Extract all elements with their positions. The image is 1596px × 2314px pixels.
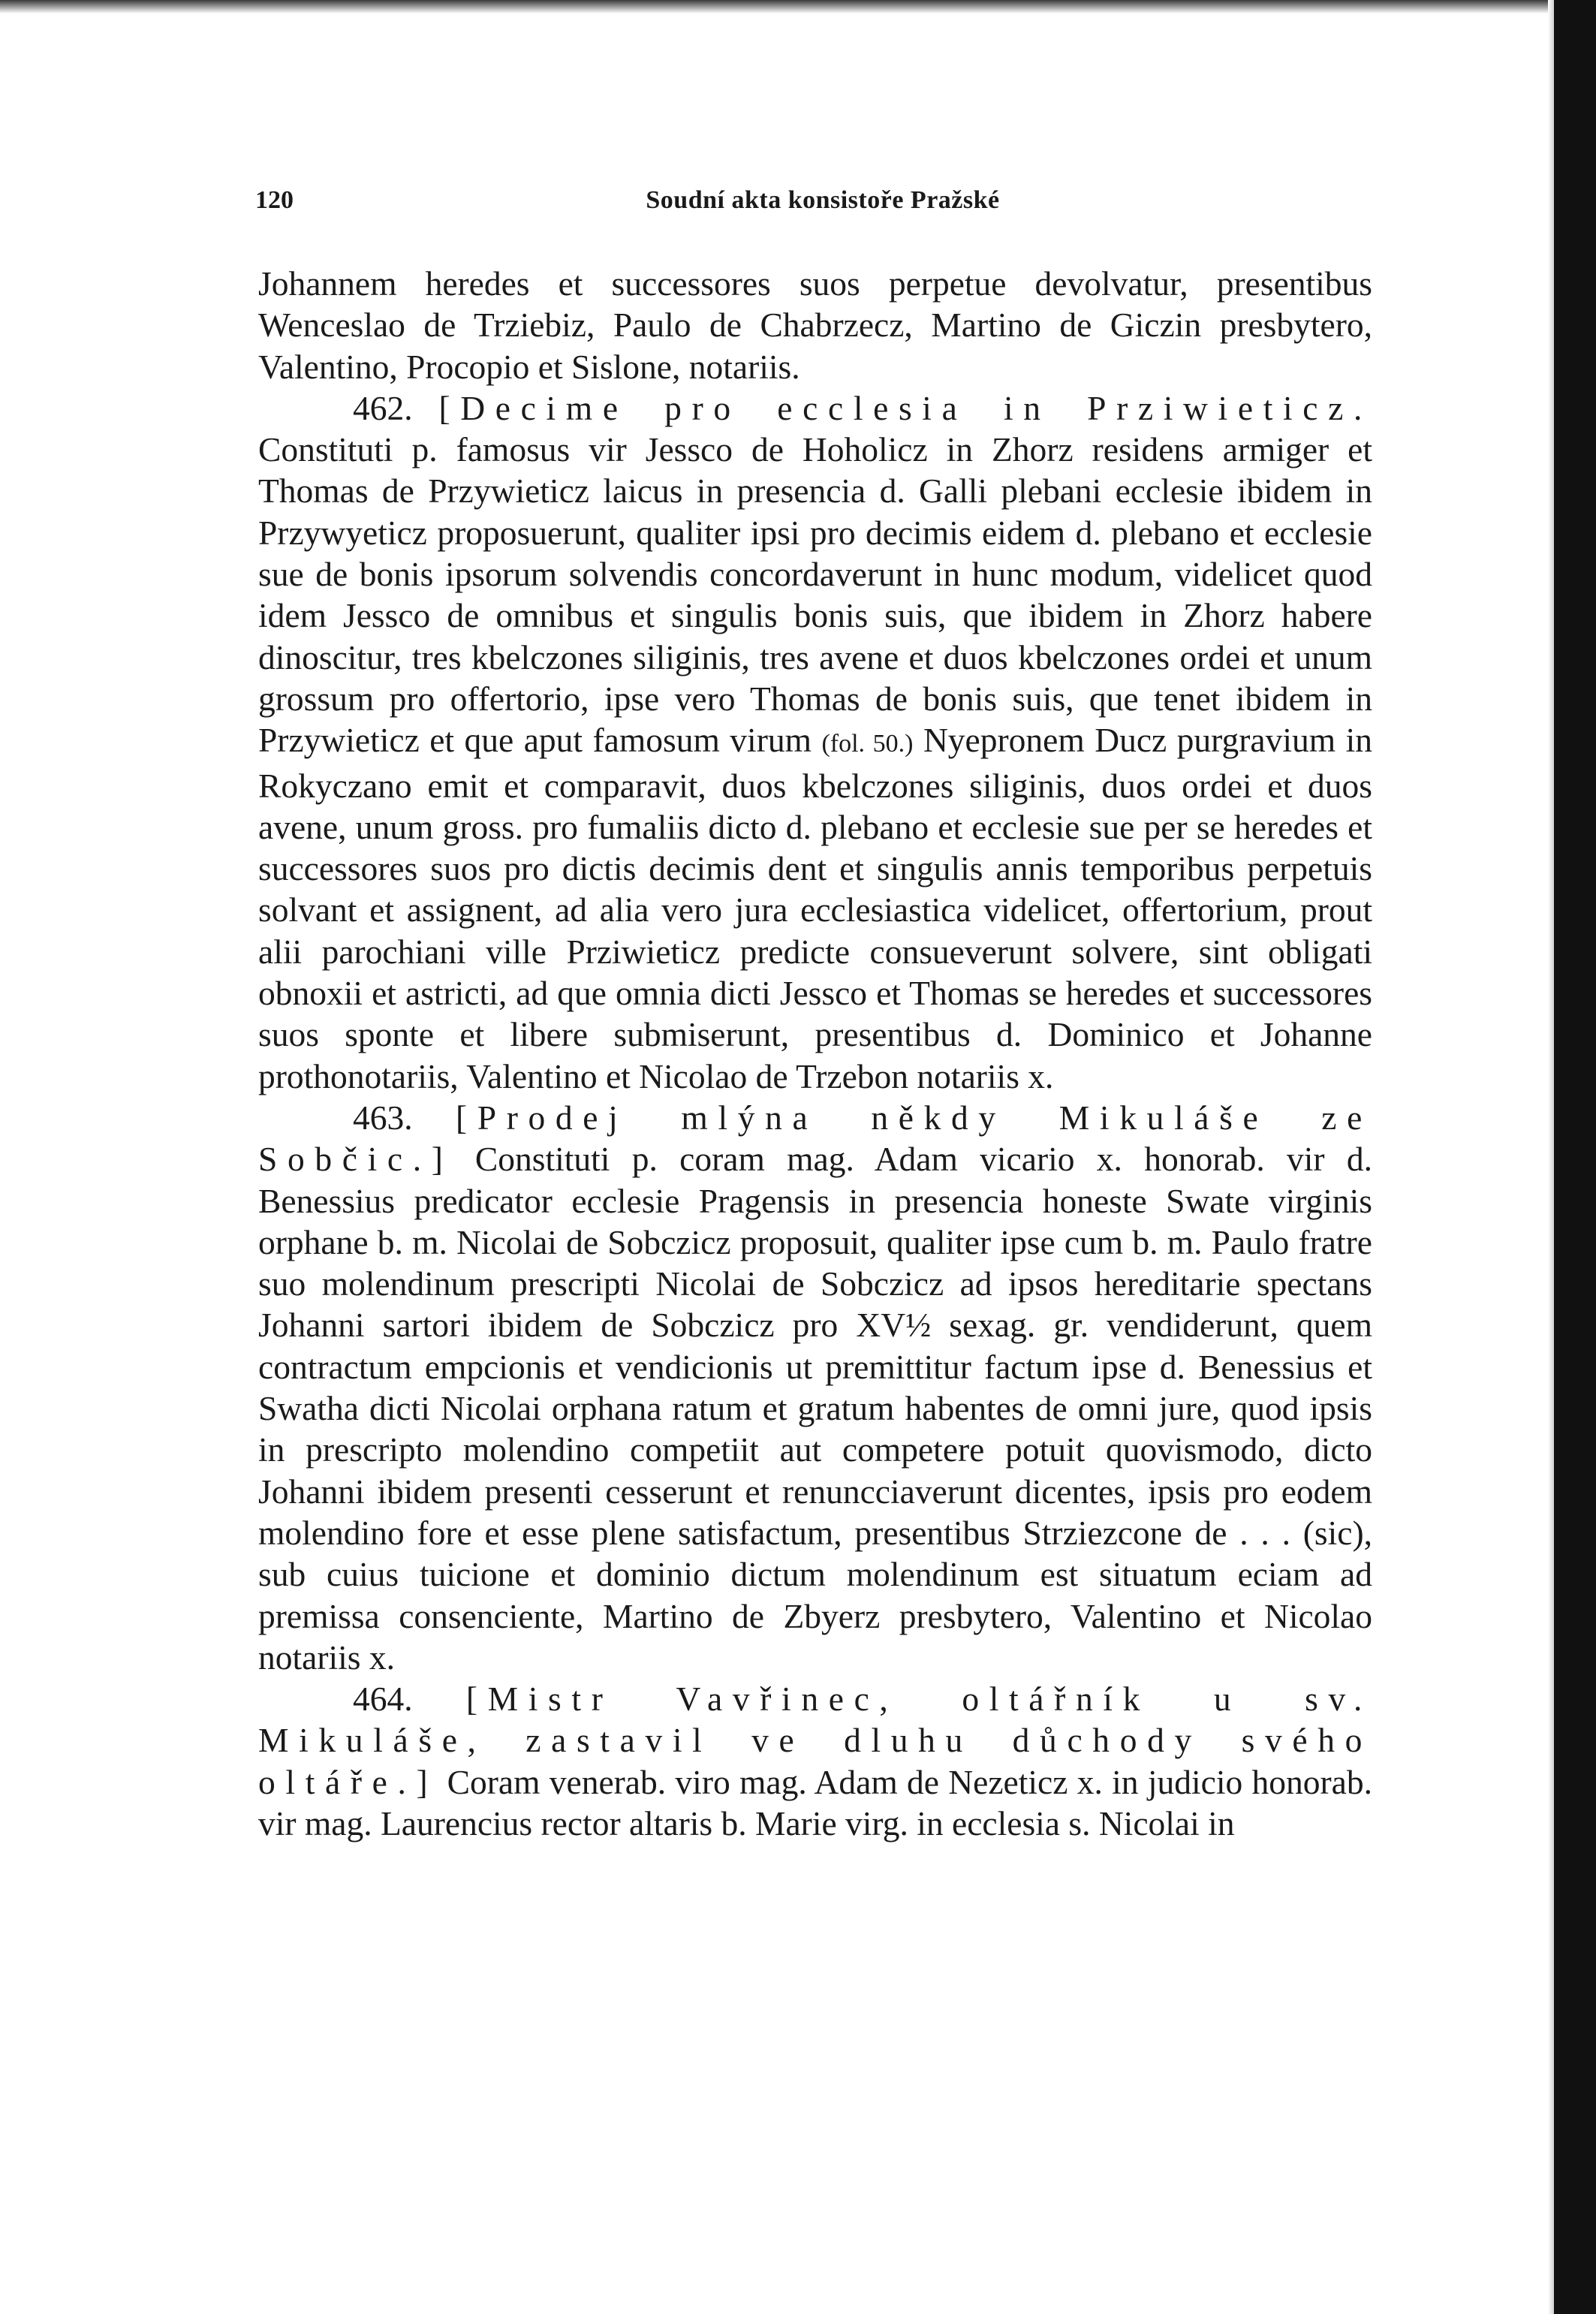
folio-reference: (fol. 50.) xyxy=(821,730,914,758)
page-number: 120 xyxy=(255,186,294,214)
running-title: Soudní akta konsistoře Pražské xyxy=(646,186,1000,214)
entry-number: 463. xyxy=(353,1098,413,1137)
entry-text: Constituti p. coram mag. Adam vicario x. honorab. vir d. Benessius predicator ecclesie Pragensis in presencia honeste Swate virginis orphane b. m. Nicolai de Sobczicz proposuit, qualiter ipse cum b. m. Paulo fratre suo molendinum prescripti Nicolai de Sobczicz ad ipsos hereditarie spectans Johanni sartori ibidem de Sobczicz pro XV½ sexag. gr. vendiderunt, quem contractum empcionis et vendicionis ut premittitur factum ipse d. Benessius et Swatha dicti Nicolai orphana ratum et gratum habentes de omni jure, quod ipsis in prescripto molendino competiit aut competere potuit quovismodo, dicto Johanni ibidem presenti cesserunt et renuncciaverunt dicentes, ipsis pro eodem molendino fore et esse plene satisfactum, presentibus Strziezcone de . . . (sic), sub cuius tuicione et dominio dictum molendinum est situatum eciam ad premissa consenciente, Martino de Zbyerz presbytero, Valentino et Nicolao notariis x. xyxy=(258,1140,1372,1677)
entry-heading: [Prodej mlýna někdy Mikuláše ze Sobčic.] xyxy=(258,1098,1372,1179)
entry-text-continued: Nyepronem Ducz purgravium in Rokyczano emit et comparavit, duos kbelczones siliginis, duos ordei et duos avene, unum gross. pro fumaliis dicto d. plebano et ecclesie sue per se heredes et successores suos pro dictis decimis dent et singulis annis temporibus perpetuis solvant et assignent, ad alia vero jura ecclesiastica videlicet, offertorium, prout alii parochiani ville Prziwieticz predicte consueverunt solvere, sint obligati obnoxii et astricti, ad que omnia dicti Jessco et Thomas se heredes et successores suos sponte et libere submiserunt, presentibus d. Dominico et Johanne prothonotariis, Valentino et Nicolao de Trzebon notariis x. xyxy=(258,721,1372,1095)
scan-right-edge xyxy=(1554,0,1596,2314)
scan-top-shadow xyxy=(0,0,1596,14)
entry-463 xyxy=(258,1097,1372,1678)
page-body xyxy=(258,263,1372,1844)
page-header xyxy=(255,179,1390,224)
entry-text: Coram venerab. viro mag. Adam de Nezeticz x. in judicio honorab. vir mag. Laurencius rector altaris b. Marie virg. in ecclesia s. Nicolai in xyxy=(258,1762,1373,1842)
entry-464 xyxy=(258,1678,1372,1844)
scan-gutter-shadow xyxy=(1548,0,1554,2314)
entry-462 xyxy=(258,387,1372,1097)
entry-number: 462. xyxy=(353,388,413,427)
entry-text: Constituti p. famosus vir Jessco de Hoholicz in Zhorz residens armiger et Thomas de Przywieticz laicus in presencia d. Galli plebani ecclesie ibidem in Przywyeticz proposuerunt, qualiter ipsi pro decimis eidem d. plebano et ecclesie sue de bonis ipsorum solvendis concordaverunt in hunc modum, videlicet quod idem Jessco de omnibus et singulis bonis suis, que ibidem in Zhorz habere dinoscitur, tres kbelczones siliginis, tres avene et duos kbelczones ordei et unum grossum pro offertorio, ipse vero Thomas de bonis suis, que tenet ibidem in Przywieticz et que aput famosum virum xyxy=(258,430,1372,760)
entry-heading: [Decime pro ecclesia in Prziwieticz. xyxy=(438,388,1372,427)
entry-heading: [Mistr Vavřinec, oltářník u sv. Mikuláše, zastavil ve dluhu důchody svého oltáře.] xyxy=(258,1680,1373,1801)
continuation-paragraph: Johannem heredes et successores suos perpetue devolvatur, presentibus Wenceslao de Trziebiz, Paulo de Chabrzecz, Martino de Giczin presbytero, Valentino, Procopio et Sislone, notariis. xyxy=(258,264,1372,386)
entry-number: 464. xyxy=(353,1680,413,1719)
